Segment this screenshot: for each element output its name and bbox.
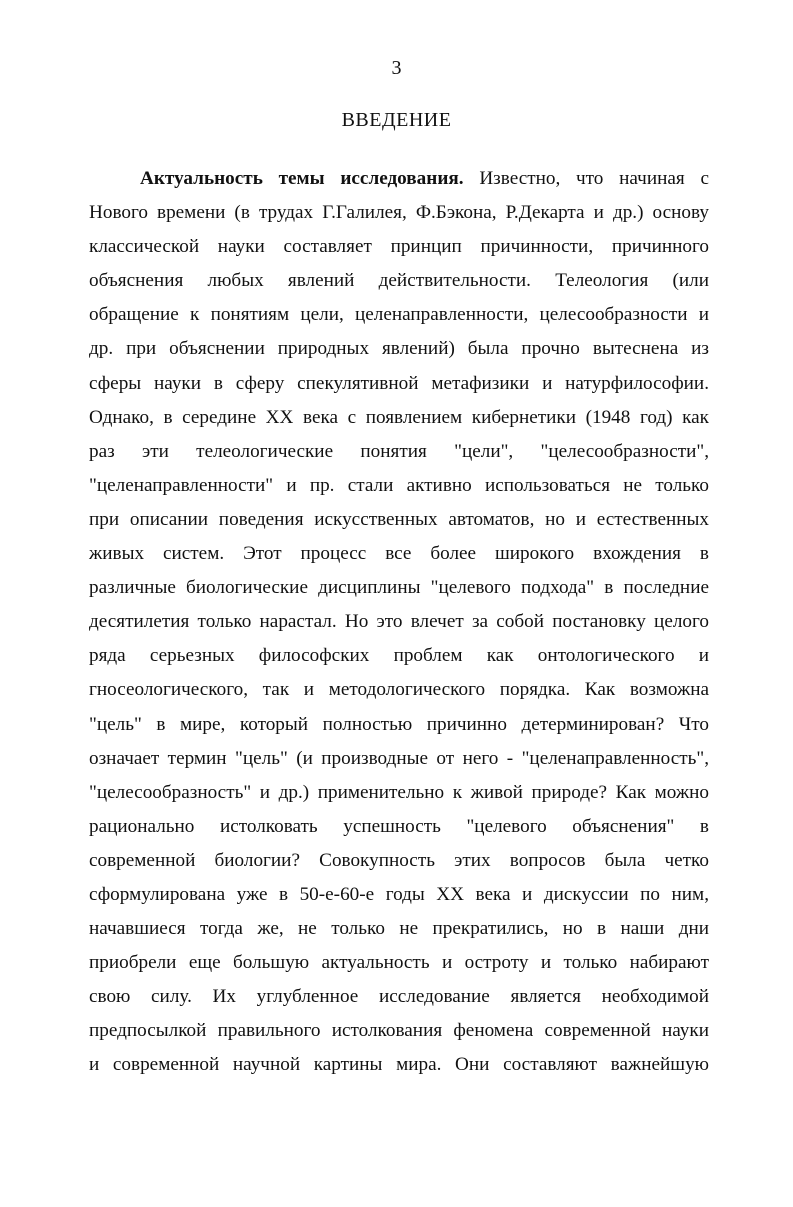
paragraph-line: "целенаправленности" и пр. стали активно использоваться не только [89, 474, 709, 496]
paragraph-line: сформулирована уже в 50-е-60-е годы XX века и дискуссии по ним, [89, 883, 709, 905]
paragraph-line: гносеологического, так и методологического порядка. Как возможна [89, 679, 709, 701]
paragraph-line: обращение к понятиям цели, целенаправленности, целесообразности и [89, 304, 709, 326]
first-line-text: Известно, что начиная с [463, 168, 709, 189]
paragraph-line: живых систем. Этот процесс все более широкого вхождения в [89, 543, 709, 565]
paragraph-line: ряда серьезных философских проблем как онтологического и [89, 645, 709, 667]
lead-phrase: Актуальность темы исследования. [140, 168, 464, 189]
body-paragraph [89, 162, 709, 1083]
paragraph-line: сферы науки в сферу спекулятивной метафизики и натурфилософии. [89, 372, 709, 394]
paragraph-line: десятилетия только нарастал. Но это влечет за собой постановку целого [89, 611, 709, 633]
paragraph-line: различные биологические дисциплины "целевого подхода" в последние [89, 577, 709, 599]
paragraph-line: раз эти телеологические понятия "цели", "целесообразности", [89, 440, 709, 462]
paragraph-line: "целесообразность" и др.) применительно к живой природе? Как можно [89, 781, 709, 803]
paragraph-line: современной биологии? Совокупность этих вопросов была четко [89, 849, 709, 871]
paragraph-line: и современной научной картины мира. Они составляют важнейшую [89, 1054, 709, 1076]
paragraph-line: Однако, в середине XX века с появлением кибернетики (1948 год) как [89, 406, 709, 428]
paragraph-line: при описании поведения искусственных автоматов, но и естественных [89, 508, 709, 530]
paragraph-line: начавшиеся тогда же, не только не прекратились, но в наши дни [89, 918, 709, 940]
paragraph-line: предпосылкой правильного истолкования феномена современной науки [89, 1020, 709, 1042]
page-number: 3 [391, 57, 402, 79]
paragraph-line: Нового времени (в трудах Г.Галилея, Ф.Бэкона, Р.Декарта и др.) основу [89, 202, 709, 224]
paragraph-line: классической науки составляет принцип причинности, причинного [89, 236, 709, 258]
paragraph-line: рационально истолковать успешность "целевого объяснения" в [89, 815, 709, 837]
section-heading: ВВЕДЕНИЕ [341, 109, 452, 131]
paragraph-line: приобрели еще большую актуальность и остроту и только набирают [89, 952, 709, 974]
paragraph-line: означает термин "цель" (и производные от него - "целенаправленность", [89, 747, 709, 769]
paragraph-line [89, 162, 709, 196]
paragraph-line: "цель" в мире, который полностью причинно детерминирован? Что [89, 713, 709, 735]
paragraph-line: свою силу. Их углубленное исследование является необходимой [89, 986, 709, 1008]
paragraph-line: др. при объяснении природных явлений) была прочно вытеснена из [89, 338, 709, 360]
paragraph-line: объяснения любых явлений действительности. Телеология (или [89, 270, 709, 292]
